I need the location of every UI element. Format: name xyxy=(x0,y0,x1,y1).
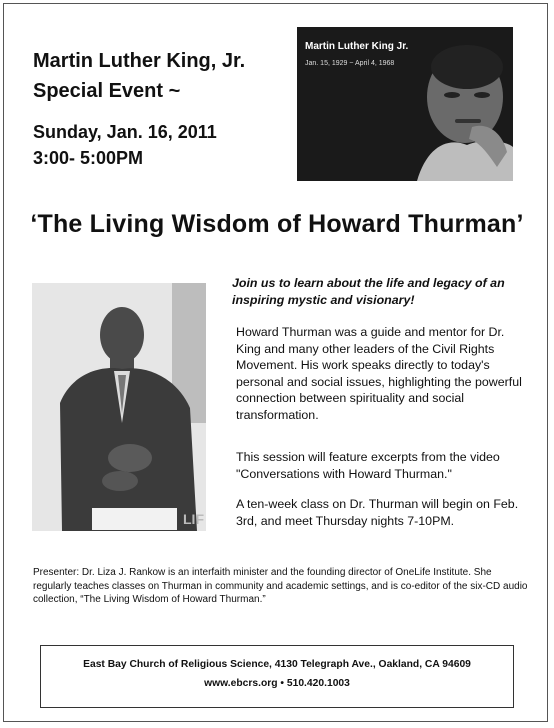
footer-contact[interactable]: www.ebcrs.org • 510.420.1003 xyxy=(204,678,350,689)
photo-watermark: LIF xyxy=(183,511,204,527)
event-title-line2: Special Event ~ xyxy=(33,80,181,102)
mlk-caption-name: Martin Luther King Jr. xyxy=(305,41,409,52)
event-title xyxy=(33,46,293,106)
thurman-portrait-illustration xyxy=(32,283,206,531)
intro-text: Join us to learn about the life and legacy of an inspiring mystic and visionary! xyxy=(232,276,505,307)
presenter-bio: Presenter: Dr. Liza J. Rankow is an interfaith minister and the founding director of OneLife Institute. She regularly teaches classes on Thurman in community and academic settings, and is co-editor of the six-CD audio collection, “The Living Wisdom of Howard Thurman.” xyxy=(33,567,528,605)
footer-box xyxy=(40,645,514,708)
paragraph-class: A ten-week class on Dr. Thurman will begin on Feb. 3rd, and meet Thursday nights 7-10PM. xyxy=(236,497,519,528)
event-title-line1: Martin Luther King, Jr. xyxy=(33,50,246,72)
mlk-caption-dates: Jan. 15, 1929 ~ April 4, 1968 xyxy=(305,60,395,67)
event-date: Sunday, Jan. 16, 2011 xyxy=(33,122,217,142)
paragraph-video: This session will feature excerpts from the video "Conversations with Howard Thurman." xyxy=(236,450,500,481)
paragraph-bio: Howard Thurman was a guide and mentor for Dr. King and many other leaders of the Civil Rights Movement. His work speaks directly to today's personal and social issues, highlighting the powerful connection between spirituality and social transformation. xyxy=(236,325,522,422)
main-heading: ‘The Living Wisdom of Howard Thurman’ xyxy=(30,210,524,238)
footer-address: East Bay Church of Religious Science, 4130 Telegraph Ave., Oakland, CA 94609 xyxy=(83,659,471,670)
event-when xyxy=(33,119,293,171)
event-time: 3:00- 5:00PM xyxy=(33,148,144,168)
mlk-photo xyxy=(297,27,513,181)
thurman-photo xyxy=(32,283,206,531)
